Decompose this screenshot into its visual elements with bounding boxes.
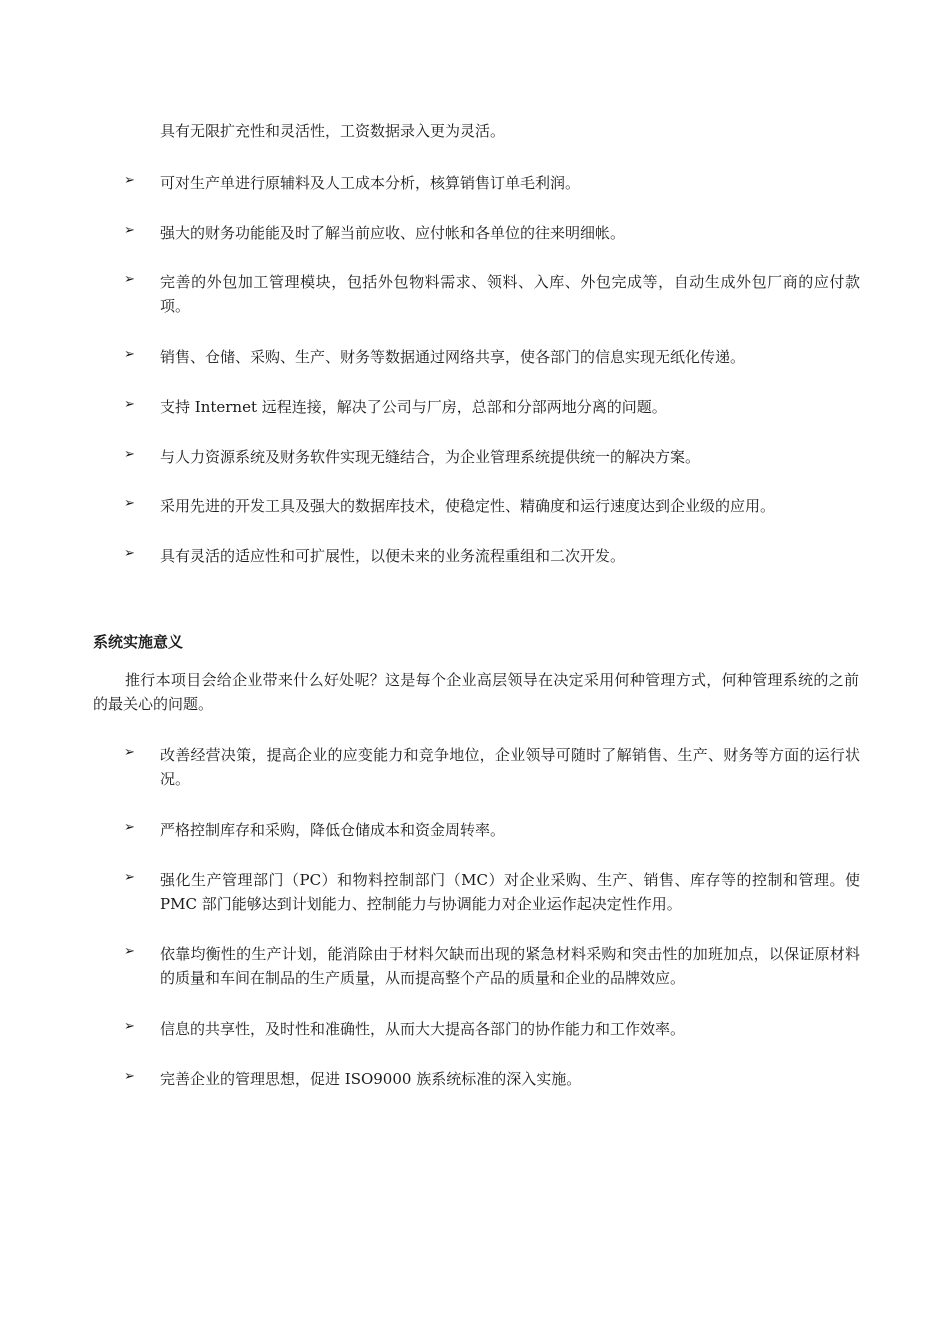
arrow-bullet-icon: ➢ [124,546,135,561]
arrow-bullet-icon: ➢ [124,1019,135,1034]
benefit-text: 完善企业的管理思想，促进 ISO9000 族系统标准的深入实施。 [160,1070,582,1088]
feature-text: 与人力资源系统及财务软件实现无缝结合，为企业管理系统提供统一的解决方案。 [160,448,701,466]
feature-text: 完善的外包加工管理模块，包括外包物料需求、领料、入库、外包完成等，自动生成外包厂商的应付款项。 [160,273,860,315]
benefit-text: 信息的共享性，及时性和准确性，从而大大提高各部门的协作能力和工作效率。 [160,1020,686,1038]
benefit-text: 改善经营决策，提高企业的应变能力和竞争地位，企业领导可随时了解销售、生产、财务等方面的运行状况。 [160,746,860,788]
arrow-bullet-icon: ➢ [124,447,135,462]
benefit-text: 依靠均衡性的生产计划，能消除由于材料欠缺而出现的紧急材料采购和突击性的加班加点，以保证原材料的质量和车间在制品的生产质量，从而提高整个产品的质量和企业的品牌效应。 [160,945,860,987]
arrow-bullet-icon: ➢ [124,347,135,362]
arrow-bullet-icon: ➢ [124,944,135,959]
feature-text: 支持 Internet 远程连接，解决了公司与厂房，总部和分部两地分离的问题。 [160,398,667,416]
arrow-bullet-icon: ➢ [124,272,135,287]
feature-text: 可对生产单进行原辅料及人工成本分析，核算销售订单毛利润。 [160,174,581,192]
benefit-text: 严格控制库存和采购，降低仓储成本和资金周转率。 [160,821,506,839]
arrow-bullet-icon: ➢ [124,745,135,760]
arrow-bullet-icon: ➢ [124,496,135,511]
arrow-bullet-icon: ➢ [124,397,135,412]
arrow-bullet-icon: ➢ [124,1069,135,1084]
section-heading: 系统实施意义 [93,633,184,651]
feature-text: 采用先进的开发工具及强大的数据库技术，使稳定性、精确度和运行速度达到企业级的应用。 [160,497,776,515]
arrow-bullet-icon: ➢ [124,870,135,885]
feature-text: 强大的财务功能能及时了解当前应收、应付帐和各单位的往来明细帐。 [160,224,626,242]
arrow-bullet-icon: ➢ [124,820,135,835]
benefit-text: 强化生产管理部门（PC）和物料控制部门（MC）对企业采购、生产、销售、库存等的控制和管理。使 PMC 部门能够达到计划能力、控制能力与协调能力对企业运作起决定性作用。 [160,871,860,913]
feature-text: 具有灵活的适应性和可扩展性，以便未来的业务流程重组和二次开发。 [160,547,626,565]
feature-text: 销售、仓储、采购、生产、财务等数据通过网络共享，使各部门的信息实现无纸化传递。 [160,348,746,366]
section-intro-paragraph: 推行本项目会给企业带来什么好处呢？这是每个企业高层领导在决定采用何种管理方式，何种管理系统的之前的最关心的问题。 [93,671,859,713]
arrow-bullet-icon: ➢ [124,223,135,238]
arrow-bullet-icon: ➢ [124,173,135,188]
continuation-line: 具有无限扩充性和灵活性，工资数据录入更为灵活。 [160,122,506,140]
